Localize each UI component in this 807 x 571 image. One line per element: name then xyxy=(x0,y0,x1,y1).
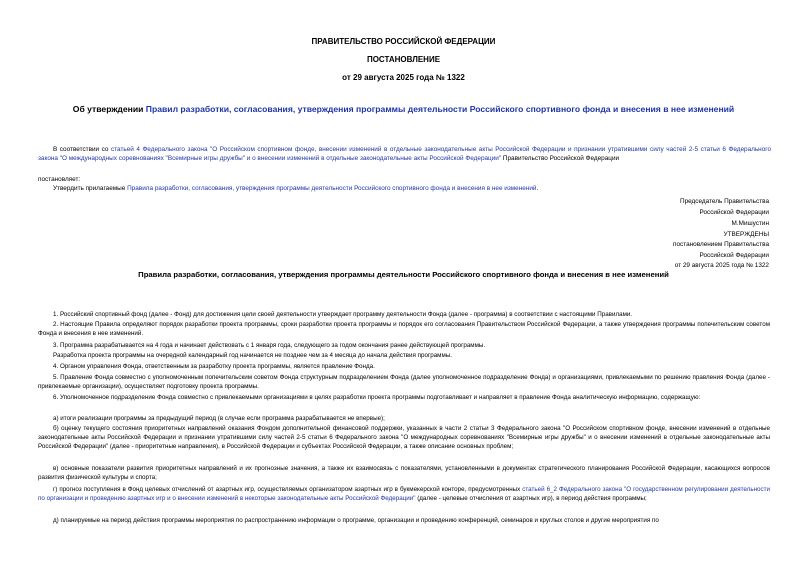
subparagraph-g-end: (далее - целевые отчисления от азартных игр), в период действия программы; xyxy=(415,494,647,502)
document-type-heading: ПОСТАНОВЛЕНИЕ xyxy=(366,55,441,64)
approve-text-start: Утвердить прилагаемые xyxy=(53,185,128,192)
preamble-text-end: Правительство Российской Федерации xyxy=(501,154,620,162)
approved-stamp: УТВЕРЖДЕНЫ xyxy=(723,231,769,238)
rules-paragraph: Разработка проекта программы на очередной календарный год начинается не позднее чем за 4 месяца до начала действия программы. xyxy=(53,352,453,359)
rules-subparagraph: в) основные показатели развития приоритетных направлений и их прогнозные значения, а также их взаимосвязь с показателями, установленными в документах стратегического планирования Российской Федерации, касающихся вопросов развития физической культуры и спорта; xyxy=(38,465,770,481)
rules-subparagraph: б) оценку текущего состояния приоритетных направлений оказания Фондом дополнительной финансовой поддержки, указанных в части 2 статьи 3 Федерального закона "О Российском спортивном фонде, внесении изменений в отдельные законодательные акты Российской Федерации и признании утратившими силу частей 2-5 статьи 6 Федерального закона "О международных соревнованиях "Всемирные игры дружбы" и о внесении изменений в отдельные законодательные акты Российской Федерации" (далее - приоритетные направления), в Российской Федерации и субъектах Российской Федерации, а также описание основных проблем; xyxy=(38,425,770,450)
rules-paragraph: 1. Российский спортивный фонд (далее - Фонд) для достижения цели своей деятельности утверждает программу деятельности Фонда (далее - программа) в соответствии с настоящими Правилами. xyxy=(53,311,633,318)
signatory-position-line2: Российской Федерации xyxy=(699,209,769,216)
approved-by-line2: Российской Федерации xyxy=(699,252,769,259)
rules-paragraph: 4. Органом управления Фонда, ответственным за разработку проекта программы, является правление Фонда. xyxy=(53,363,375,370)
approved-rules-link[interactable]: Правила разработки, согласования, утверждения программы деятельности Российского спортивного фонда и внесения в нее изменений xyxy=(127,185,537,192)
rules-paragraph: 6. Уполномоченное подразделение Фонда совместно с привлекаемыми организациями в целях разработки проекта программы подготавливает и направляет в правление Фонда аналитическую информацию, содержащую: xyxy=(53,394,701,401)
federal-law-link[interactable]: статьей 4 Федерального закона "О Российском спортивном фонде, внесении изменений в отдельные законодательные акты Российской Федерации и признании утратившими силу частей 2-5 статьи 6 Федерального закона "О международных соревнованиях "Всемирные игры дружбы" и о внесении изменений в отдельные законодательные акты Российской Федерации" xyxy=(38,146,772,162)
approve-paragraph xyxy=(38,185,771,194)
gambling-law-link[interactable]: статьей 6_2 Федерального закона "О государственном регулировании деятельности по организации и проведению азартных игр и о внесении изменений в некоторые законодательные акты Российской Федерации" xyxy=(38,486,770,502)
signatory-position: Председатель Правительства xyxy=(680,198,769,205)
approve-text-end: . xyxy=(536,185,539,192)
document-title xyxy=(0,104,807,115)
rules-paragraph: 5. Правление Фонда совместно с уполномоченным попечительским советом Фонда структурным подразделением Фонда (далее уполномоченное подразделение Фонда) и организациями, привлекаемыми по решению правления Фонда (далее - привлекаемые организации), осуществляет подготовку проекта программы. xyxy=(38,374,770,390)
government-heading: ПРАВИТЕЛЬСТВО РОССИЙСКОЙ ФЕДЕРАЦИИ xyxy=(311,37,496,46)
rules-subparagraph: а) итоги реализации программы за предыдущий период (в случае если программа разрабатывается не впервые); xyxy=(53,415,385,422)
document-date-number: от 29 августа 2025 года № 1322 xyxy=(342,73,465,82)
preamble-paragraph xyxy=(38,146,771,164)
rules-subparagraph: д) планируемые на период действия программы мероприятия по распространению информации о программе, организации и проведению конференций, семинаров и круглых столов и другие мероприятия по xyxy=(53,517,659,524)
rules-paragraph: 2. Настоящие Правила определяют порядок разработки проекта программы, сроки разработки проекта программы и порядок его согласования Правительством Российской Федерации, а также утверждения программы попечительским советом Фонда и внесения в нее изменений. xyxy=(38,321,770,337)
preamble-text-start: В соответствии со xyxy=(53,146,111,153)
title-rules-link[interactable]: Правил разработки, согласования, утверждения программы деятельности Российского спортивного фонда и внесения в нее изменений xyxy=(145,104,735,114)
subparagraph-g-start: г) прогноз поступления в Фонд целевых отчислений от азартных игр, осуществляемых организатором азартных игр в букмекерской конторе, предусмотренных xyxy=(53,486,523,493)
approved-date: от 29 августа 2025 года № 1322 xyxy=(674,262,769,269)
signatory-name: М.Мишустин xyxy=(731,220,769,227)
approved-by: постановлением Правительства xyxy=(673,241,769,248)
resolves-text: постановляет: xyxy=(38,176,81,183)
rules-title: Правила разработки, согласования, утверждения программы деятельности Российского спортивного фонда и внесения в нее изменений xyxy=(138,270,669,279)
rules-paragraph: 3. Программа разрабатывается на 4 года и начинает действовать с 1 января года, следующего за годом окончания ранее действующей программы. xyxy=(53,342,486,349)
rules-subparagraph xyxy=(38,486,770,504)
title-prefix: Об утверждении xyxy=(72,104,146,114)
